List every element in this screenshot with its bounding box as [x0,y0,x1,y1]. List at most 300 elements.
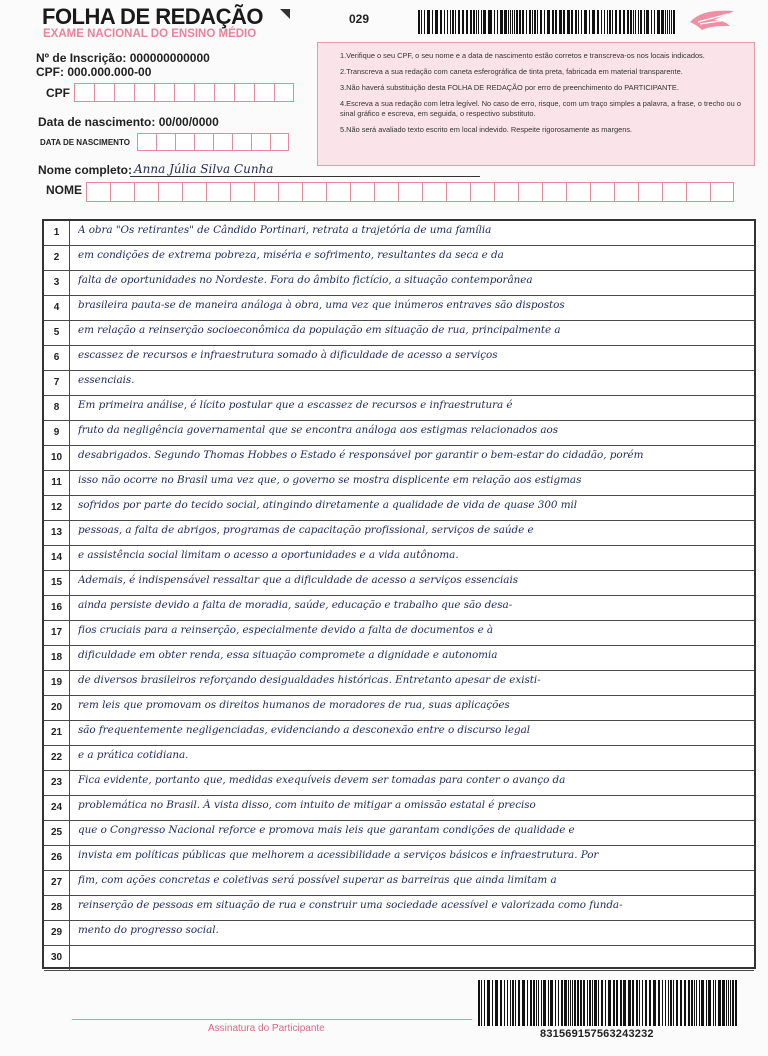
barcode-bar [568,980,569,1026]
essay-line-text: que o Congresso Nacional reforce e promova mais leis que garantam condições de qualidade e [78,824,575,836]
barcode-bar [547,10,550,34]
barcode-bar [530,980,532,1026]
barcode-bar [651,10,652,34]
input-box[interactable] [94,83,114,102]
essay-line[interactable] [44,471,754,496]
input-box[interactable] [251,133,270,151]
line-number: 2 [44,246,70,270]
barcode-bar [694,980,695,1026]
essay-line[interactable] [44,496,754,521]
essay-line-text: reinserção de pessoas em situação de rua e construir uma sociedade acessível e valorizada como funda- [78,899,623,911]
barcode-bar [623,10,625,34]
essay-line-text: dificuldade em obter renda, essa situação compromete a dignidade e autonomia [78,649,498,661]
essay-line-text: ainda persiste devido a falta de moradia, saúde, educação e trabalho que são desa- [78,599,513,611]
input-box[interactable] [232,133,251,151]
essay-line[interactable] [44,921,754,946]
line-number: 15 [44,571,70,595]
barcode-bar [462,10,465,34]
barcode-bar [632,980,634,1026]
barcode-bar [476,10,477,34]
line-number: 18 [44,646,70,670]
input-box[interactable] [158,182,182,202]
essay-line[interactable] [44,396,754,421]
essay-line[interactable] [44,446,754,471]
barcode-bar [522,10,524,34]
essay-line-text: pessoas, a falta de abrigos, programas de capacitação profissional, serviços de saúde e [78,524,534,536]
input-box[interactable] [662,182,686,202]
barcode-bar [508,10,509,34]
essay-line[interactable] [44,721,754,746]
barcode-bar [500,10,503,34]
inscricao-text: Nº de Inscrição: 000000000000 [36,51,210,65]
input-box[interactable] [398,182,422,202]
essay-line[interactable] [44,421,754,446]
input-box[interactable] [470,182,494,202]
input-box[interactable] [213,133,232,151]
input-box[interactable] [234,83,254,102]
line-number: 16 [44,596,70,620]
barcode-bar [601,10,602,34]
essay-line-text: invista em políticas públicas que melhorem a acessibilidade a serviços básicos e infraestrutura. Por [78,849,599,861]
barcode-bar [722,980,725,1026]
essay-line-text: Fica evidente, portanto que, medidas exequíveis devem ser tomadas para conter o avanço da [78,774,566,786]
barcode-bar [534,10,537,34]
essay-line-text: Em primeira análise, é lícito postular que a escassez de recursos e infraestrutura é [78,399,513,411]
essay-line[interactable] [44,371,754,396]
barcode-bar [458,10,460,34]
line-number: 22 [44,746,70,770]
nascimento-label: DATA DE NASCIMENTO [40,138,130,147]
essay-line-text: brasileira pauta-se de maneira análoga à obra, uma vez que inúmeros entraves são dispostos [78,299,565,311]
barcode-bar [510,980,511,1026]
line-number: 27 [44,871,70,895]
cpf-label: CPF [46,86,70,100]
barcode-bar [572,980,573,1026]
barcode-bar [540,10,542,34]
essay-line[interactable] [44,946,754,971]
input-box[interactable] [278,182,302,202]
line-number: 1 [44,221,70,245]
input-box[interactable] [422,182,446,202]
barcode-bar [497,10,498,34]
input-box[interactable] [156,133,175,151]
line-number: 30 [44,946,70,970]
input-box[interactable] [206,182,230,202]
barcode-bar [665,980,666,1026]
essay-sheet[interactable] [42,219,756,969]
input-box[interactable] [494,182,518,202]
input-box[interactable] [194,133,213,151]
essay-line-text: mento do progresso social. [78,924,219,936]
essay-line-text: sofridos por parte do tecido social, atingindo diretamente a qualidade de vida de quase 300 mil [78,499,578,511]
essay-line[interactable] [44,671,754,696]
barcode-bar [598,980,599,1026]
barcode-bar [667,10,668,34]
line-number: 6 [44,346,70,370]
barcode-bar [561,980,564,1026]
input-box[interactable] [182,182,206,202]
barcode-bar [580,980,582,1026]
barcode-bar [676,980,678,1026]
essay-line-text: em relação a reinserção socioeconômica da população em situação de rua, principalmente a [78,324,561,336]
input-box[interactable] [614,182,638,202]
line-number: 5 [44,321,70,345]
essay-line[interactable] [44,796,754,821]
barcode-bar [481,980,482,1026]
barcode-bar [616,980,618,1026]
input-box[interactable] [134,182,158,202]
barcode-bar [510,10,511,34]
essay-line[interactable] [44,296,754,321]
input-box[interactable] [638,182,662,202]
essay-line-text: A obra "Os retirantes" de Cândido Portinari, retrata a trajetória de uma família [78,224,492,236]
barcode-bar [533,980,535,1026]
barcode-bar [507,980,508,1026]
barcode-bar [589,980,591,1026]
barcode-bar [623,980,626,1026]
barcode-bar [538,980,539,1026]
barcode-bar [638,10,639,34]
essay-line[interactable] [44,896,754,921]
barcode-bar [552,10,554,34]
input-box[interactable] [566,182,590,202]
barcode-bar [536,980,537,1026]
barcode-bar [518,980,520,1026]
cpf-boxes[interactable] [74,83,294,102]
essay-line-text: desabrigados. Segundo Thomas Hobbes o Estado é responsável por garantir o bem-estar do cidadão, porém [78,449,644,461]
barcode-bar [522,980,525,1026]
barcode-bar [504,10,507,34]
barcode-bar [519,10,521,34]
barcode-bar [575,10,577,34]
essay-line-text: e a prática cotidiana. [78,749,189,761]
line-number: 19 [44,671,70,695]
input-box[interactable] [110,182,134,202]
line-number: 4 [44,296,70,320]
barcode-bar [478,980,480,1026]
top-barcode [418,10,676,34]
barcode-bar [604,10,605,34]
barcode-bar [578,10,579,34]
barcode-bar [571,10,573,34]
essay-line-text: rem leis que promovam os direitos humanos de moradores de rua, suas aplicações [78,699,510,711]
essay-line-text: em condições de extrema pobreza, miséria e sofrimento, resultantes da seca e da [78,249,504,261]
input-box[interactable] [174,83,194,102]
essay-line-text: problemática no Brasil. À vista disso, com intuito de mitigar a omissão estatal é preciso [78,799,536,811]
barcode-bar [481,10,482,34]
barcode-bar [649,980,651,1026]
line-number: 13 [44,521,70,545]
barcode-bar [563,10,566,34]
line-number: 9 [44,421,70,445]
line-number: 23 [44,771,70,795]
essay-line[interactable] [44,346,754,371]
barcode-bar [633,10,634,34]
form-subtitle: EXAME NACIONAL DO ENSINO MÉDIO [43,28,257,40]
instructions-panel [317,42,755,166]
line-number: 17 [44,621,70,645]
barcode-bar [470,10,472,34]
barcode-bar [732,980,734,1026]
essay-line-text: e assistência social limitam o acesso a oportunidades e a vida autônoma. [78,549,459,561]
barcode-bar [627,10,629,34]
nome-completo-value[interactable]: Anna Júlia Silva Cunha [134,162,274,176]
barcode-bar [527,980,529,1026]
essay-line-text: de diversos brasileiros reforçando desigualdades históricas. Entretanto apesar de existi- [78,674,541,686]
instruction-item: 2.Transcreva a sua redação com caneta esferográfica de tinta preta, fabricada em material transparente. [340,67,683,76]
essay-line[interactable] [44,246,754,271]
input-box[interactable] [114,83,134,102]
corner-marker-icon [280,9,290,19]
essay-line[interactable] [44,771,754,796]
barcode-bar [500,980,502,1026]
instruction-item: 1.Verifique o seu CPF, o seu nome e a data de nascimento estão corretos e transcreva-os nos locais indicados. [340,51,705,60]
essay-line[interactable] [44,621,754,646]
barcode-bar [601,980,603,1026]
barcode-bar [669,10,670,34]
essay-line[interactable] [44,546,754,571]
bottom-barcode [478,980,738,1026]
barcode-bar [427,10,430,34]
bird-logo-icon [688,8,736,34]
barcode-bar [512,980,514,1026]
barcode-bar [620,980,623,1026]
input-box[interactable] [590,182,614,202]
barcode-bar [529,10,531,34]
input-box[interactable] [686,182,710,202]
essay-line[interactable] [44,596,754,621]
barcode-bar [644,10,645,34]
essay-line[interactable] [44,821,754,846]
barcode-bar [661,10,664,34]
line-number: 14 [44,546,70,570]
nome-label: NOME [46,183,82,197]
barcode-bar [564,980,567,1026]
barcode-bar [665,10,666,34]
barcode-bar [489,10,492,34]
essay-line[interactable] [44,871,754,896]
nascimento-text: Data de nascimento: 00/00/0000 [38,115,219,129]
barcode-bar [706,980,707,1026]
barcode-bar [541,980,542,1026]
line-number: 3 [44,271,70,295]
nascimento-boxes[interactable] [137,133,289,151]
input-box[interactable] [374,182,398,202]
input-box[interactable] [350,182,374,202]
essay-line-text: Ademais, é indispensável ressaltar que a dificuldade de acesso a serviços essenciais [78,574,519,586]
barcode-bar [726,980,727,1026]
input-box[interactable] [302,182,326,202]
instruction-item: 4.Escreva a sua redação com letra legível. No caso de erro, risque, com um traço simples a palavra, a frase, o trecho ou o sinal gráfico e escreva, em seguida, o respectivo substituto. [340,99,741,118]
input-box[interactable] [446,182,470,202]
barcode-bar [559,10,562,34]
barcode-bar [630,10,632,34]
essay-line[interactable] [44,846,754,871]
barcode-bar [699,980,700,1026]
essay-line-text: fruto da negligência governamental que se encontra análoga aos estigmas relacionados aos [78,424,559,436]
line-number: 25 [44,821,70,845]
barcode-bar [570,980,571,1026]
input-box[interactable] [137,133,156,151]
barcode-bar [708,980,711,1026]
barcode-bar [639,980,640,1026]
barcode-bar [435,10,438,34]
barcode-bar [658,980,660,1026]
input-box[interactable] [518,182,542,202]
barcode-bar [587,980,588,1026]
input-box[interactable] [326,182,350,202]
barcode-bar [504,980,505,1026]
essay-line-text: escassez de recursos e infraestrutura somado à dificuldade de acesso a serviços [78,349,498,361]
barcode-bar [589,10,591,34]
barcode-bar [673,980,674,1026]
barcode-bar [584,10,587,34]
barcode-bar [548,980,549,1026]
input-box[interactable] [86,182,110,202]
barcode-bar [512,10,513,34]
barcode-bar [516,10,518,34]
barcode-bar [526,10,527,34]
essay-line-text: são frequentemente negligenciadas, evidenciando a desconexão entre o discurso legal [78,724,531,736]
essay-line[interactable] [44,646,754,671]
essay-line[interactable] [44,746,754,771]
barcode-bar [609,10,611,34]
barcode-bar [701,980,704,1026]
barcode-bar [654,10,655,34]
form-title: FOLHA DE REDAÇÃO [42,4,263,29]
barcode-bar [494,10,495,34]
barcode-bar [673,10,675,34]
input-box[interactable] [254,83,274,102]
barcode-bar [668,980,669,1026]
barcode-bar [558,980,559,1026]
nome-boxes[interactable] [86,182,734,202]
essay-line-text: fios cruciais para a reinserção, especialmente devido a falta de documentos e à [78,624,494,636]
barcode-bar [555,10,557,34]
barcode-bar [730,980,731,1026]
barcode-bar [532,10,533,34]
barcode-bar [452,10,454,34]
input-box[interactable] [194,83,214,102]
instruction-item: 3.Não haverá substituição desta FOLHA DE REDAÇÃO por erro de preenchimento do PARTICIPANTE. [340,83,679,92]
essay-line[interactable] [44,321,754,346]
essay-line[interactable] [44,571,754,596]
barcode-bar [488,10,489,34]
barcode-bar [605,980,606,1026]
essay-line-text: essenciais. [78,374,135,386]
barcode-bar [484,980,485,1026]
barcode-bar [628,980,631,1026]
barcode-bar [636,980,638,1026]
barcode-bar [592,980,593,1026]
barcode-bar [619,10,622,34]
barcode-bar [688,980,690,1026]
barcode-bar [544,10,545,34]
input-box[interactable] [214,83,234,102]
barcode-bar [657,10,660,34]
signature-label: Assinatura do Participante [208,1023,325,1034]
nome-completo-label: Nome completo: [38,163,133,177]
barcode-bar [543,980,546,1026]
barcode-bar [728,980,729,1026]
barcode-bar [514,10,516,34]
line-number: 21 [44,721,70,745]
barcode-bar [447,10,448,34]
barcode-bar [612,10,613,34]
barcode-bar [607,10,608,34]
barcode-bar [455,10,456,34]
barcode-bar [635,10,636,34]
barcode-bar [574,980,576,1026]
barcode-bar [594,980,597,1026]
barcode-number: 831569157563243232 [540,1028,654,1040]
input-box[interactable] [134,83,154,102]
barcode-bar [444,10,445,34]
line-number: 12 [44,496,70,520]
line-number: 24 [44,796,70,820]
barcode-bar [492,980,494,1026]
barcode-bar [483,10,486,34]
instruction-item: 5.Não será avaliado texto escrito em local indevido. Respeite rigorosamente as margens. [340,125,633,134]
cpf-text: CPF: 000.000.000-00 [36,65,152,79]
barcode-bar [680,980,683,1026]
barcode-bar [450,10,451,34]
barcode-bar [646,10,649,34]
barcode-bar [642,980,643,1026]
barcode-bar [662,980,663,1026]
essay-line[interactable] [44,521,754,546]
essay-line[interactable] [44,696,754,721]
input-box[interactable] [254,182,278,202]
input-box[interactable] [270,133,289,151]
barcode-bar [418,10,420,34]
barcode-bar [432,10,434,34]
barcode-bar [715,980,716,1026]
line-number: 20 [44,696,70,720]
input-box[interactable] [542,182,566,202]
input-box[interactable] [274,83,294,102]
barcode-bar [581,10,582,34]
barcode-bar [608,980,611,1026]
barcode-bar [592,10,595,34]
input-box[interactable] [154,83,174,102]
barcode-bar [577,980,579,1026]
input-box[interactable] [74,83,94,102]
barcode-bar [421,10,422,34]
input-box[interactable] [710,182,734,202]
barcode-bar [537,10,538,34]
barcode-bar [550,980,553,1026]
barcode-bar [718,980,721,1026]
barcode-bar [487,980,490,1026]
barcode-bar [424,10,425,34]
signature-line[interactable] [72,1019,472,1020]
line-number: 11 [44,471,70,495]
essay-line[interactable] [44,221,754,246]
essay-line[interactable] [44,271,754,296]
barcode-bar [495,980,498,1026]
barcode-bar [713,980,714,1026]
barcode-bar [735,980,737,1026]
page-number: 029 [349,12,370,26]
essay-line-text: isso não ocorre no Brasil uma vez que, o governo se mostra displicente em relação aos estigmas [78,474,582,486]
input-box[interactable] [175,133,194,151]
barcode-bar [691,980,693,1026]
barcode-bar [473,10,475,34]
essay-line-text: fim, com ações concretas e coletivas será possível superar as barreiras que ainda limitam a [78,874,557,886]
barcode-bar [555,980,556,1026]
input-box[interactable] [230,182,254,202]
